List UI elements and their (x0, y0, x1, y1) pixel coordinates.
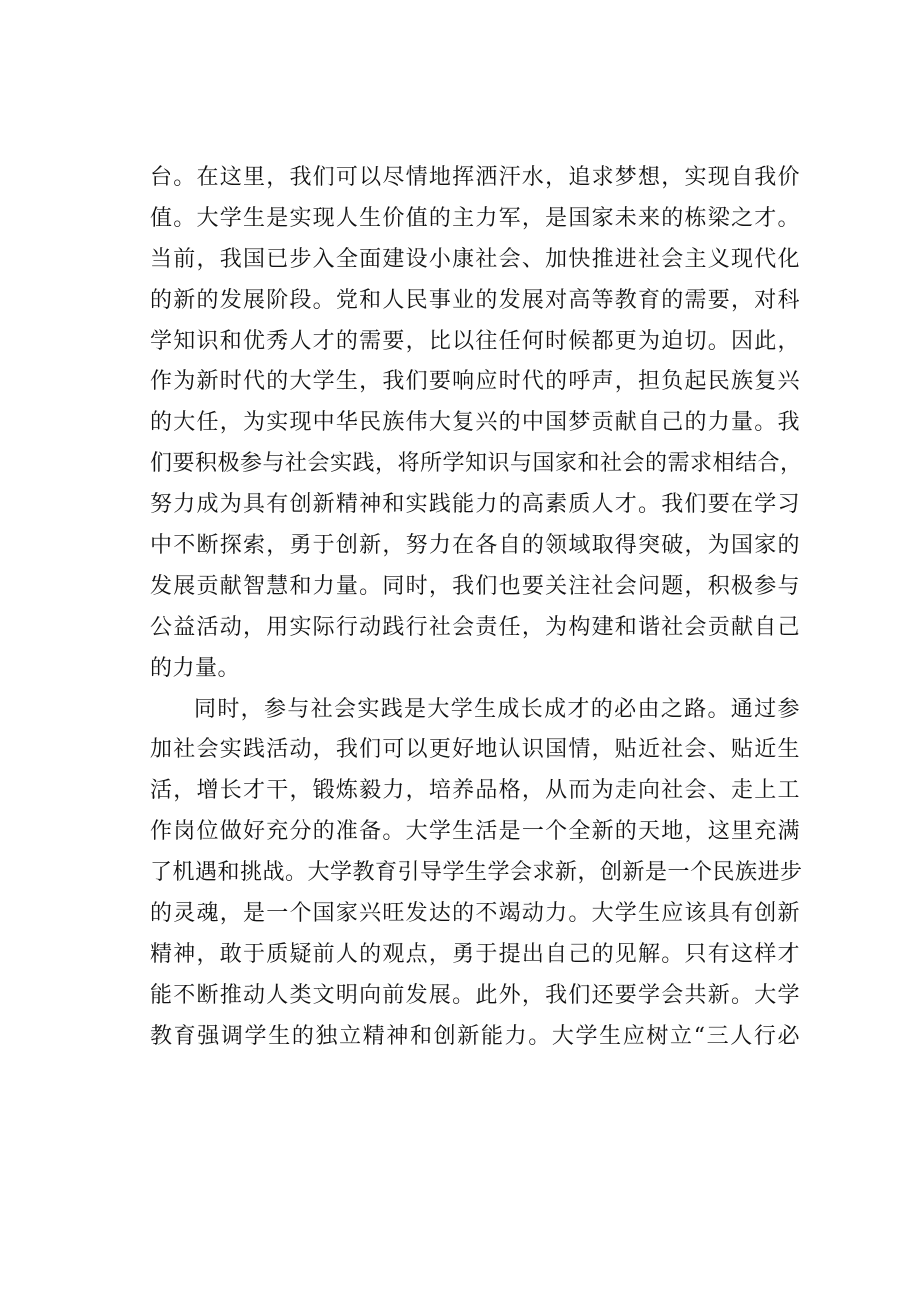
text-line: 的新的发展阶段。党和人民事业的发展对高等教育的需要，对科 (150, 287, 800, 313)
text-line: 作岗位做好充分的准备。大学生活是一个全新的天地，这里充满 (150, 819, 800, 845)
text-line: 台。在这里，我们可以尽情地挥洒汗水，追求梦想，实现自我价 (150, 165, 800, 190)
text-line: 教育强调学生的独立精神和创新能力。大学生应树立“三人行必 (150, 1023, 800, 1049)
text-line: 当前，我国已步入全面建设小康社会、加快推进社会主义现代化 (150, 246, 800, 272)
text-line: 的大任，为实现中华民族伟大复兴的中国梦贡献自己的力量。我 (150, 410, 800, 436)
text-line: 精神，敢于质疑前人的观点，勇于提出自己的见解。只有这样才 (150, 941, 800, 967)
paragraph-2 (150, 690, 803, 1058)
text-line: 能不断推动人类文明向前发展。此外，我们还要学会共新。大学 (150, 982, 800, 1008)
text-line: 中不断探索，勇于创新，努力在各自的领域取得突破，为国家的 (150, 533, 800, 559)
paragraph-1 (150, 158, 803, 690)
text-line: 活，增长才干，锻炼毅力，培养品格，从而为走向社会、走上工 (150, 778, 800, 804)
text-line: 同时，参与社会实践是大学生成长成才的必由之路。通过参 (194, 696, 800, 722)
text-line: 的灵魂，是一个国家兴旺发达的不竭动力。大学生应该具有创新 (150, 901, 800, 927)
text-line: 的力量。 (150, 655, 241, 681)
text-line: 作为新时代的大学生，我们要响应时代的呼声，担负起民族复兴 (150, 369, 800, 395)
text-line: 公益活动，用实际行动践行社会责任，为构建和谐社会贡献自己 (150, 614, 800, 640)
text-line: 努力成为具有创新精神和实践能力的高素质人才。我们要在学习 (150, 492, 800, 518)
text-line: 了机遇和挑战。大学教育引导学生学会求新，创新是一个民族进步 (150, 860, 803, 886)
text-line: 发展贡献智慧和力量。同时，我们也要关注社会问题，积极参与 (150, 573, 800, 599)
body-text (150, 158, 803, 1058)
text-line: 学知识和优秀人才的需要，比以往任何时候都更为迫切。因此， (150, 328, 800, 354)
text-line: 们要积极参与社会实践，将所学知识与国家和社会的需求相结合， (150, 451, 803, 477)
text-line: 值。大学生是实现人生价值的主力军，是国家未来的栋梁之才。 (150, 205, 800, 231)
text-line: 加社会实践活动，我们可以更好地认识国情，贴近社会、贴近生 (150, 737, 800, 763)
